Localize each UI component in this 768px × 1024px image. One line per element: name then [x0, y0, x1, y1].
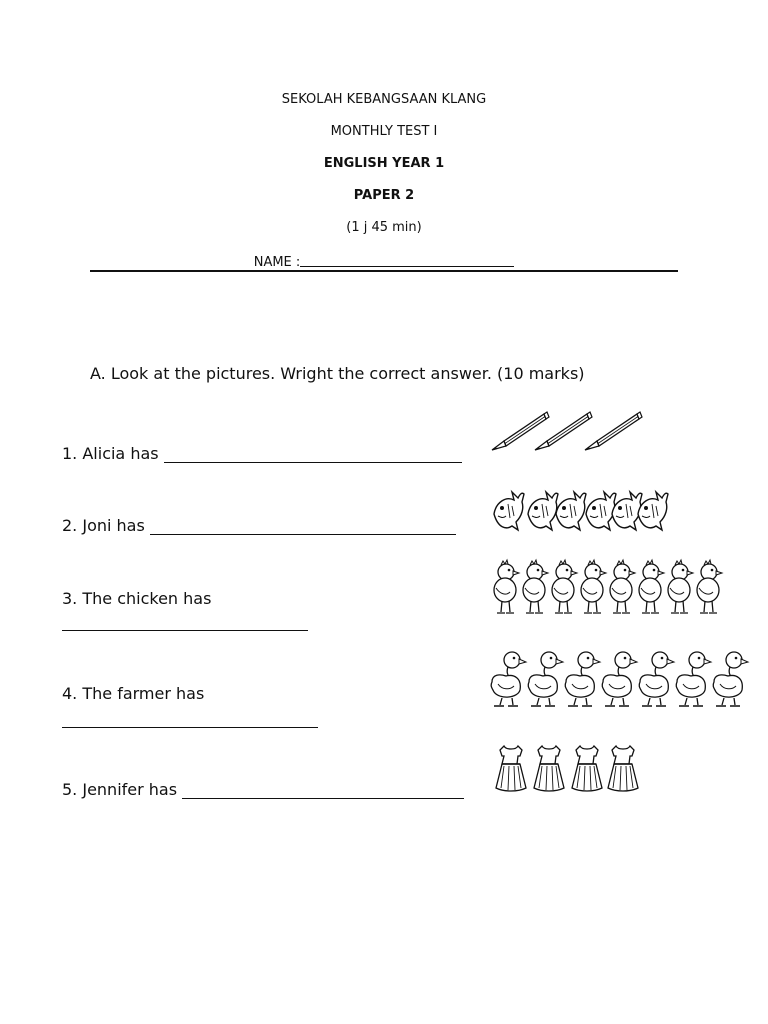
chick-icon	[610, 560, 635, 613]
question-1	[62, 444, 462, 463]
fish-icon	[638, 492, 668, 530]
fish-icon	[556, 492, 586, 530]
school-name: SEKOLAH KEBANGSAAN KLANG	[281, 92, 487, 107]
fish-icon	[528, 492, 558, 530]
question-4	[62, 684, 204, 703]
name-label: NAME :	[253, 255, 301, 270]
paper-title: PAPER 2	[353, 188, 415, 203]
answer-blank-4[interactable]	[62, 727, 318, 728]
duck-icon	[565, 652, 600, 706]
duck-icon	[528, 652, 563, 706]
duck-icon	[713, 652, 748, 706]
pencil-icon	[492, 412, 549, 450]
question-5	[62, 780, 464, 799]
answer-blank-2[interactable]	[150, 518, 456, 535]
pencils-picture	[490, 408, 645, 454]
chick-icon	[668, 560, 693, 613]
dress-icon	[608, 746, 638, 791]
fish-icon	[612, 492, 642, 530]
answer-blank-1[interactable]	[164, 446, 462, 463]
duck-icon	[639, 652, 674, 706]
dress-icon	[496, 746, 526, 791]
name-line	[90, 252, 678, 272]
fish-icon	[494, 492, 524, 530]
duration: (1 j 45 min)	[346, 220, 422, 235]
name-field[interactable]	[300, 252, 514, 267]
duck-icon	[491, 652, 526, 706]
pencil-icon	[585, 412, 642, 450]
ducks-picture	[490, 646, 756, 710]
chicks-picture	[492, 558, 732, 616]
section-instruction: A. Look at the pictures. Wright the correct answer. (10 marks)	[90, 364, 585, 383]
subject-title: ENGLISH YEAR 1	[323, 156, 445, 171]
answer-blank-5[interactable]	[182, 782, 464, 799]
fish-icon	[586, 492, 616, 530]
chick-icon	[697, 560, 722, 613]
chick-icon	[523, 560, 548, 613]
question-1-text: 1. Alicia has	[62, 444, 159, 463]
question-4-text: 4. The farmer has	[62, 684, 205, 703]
chick-icon	[639, 560, 664, 613]
chick-icon	[494, 560, 519, 613]
fish-picture	[490, 486, 672, 536]
duck-icon	[602, 652, 637, 706]
question-5-text: 5. Jennifer has	[62, 780, 178, 799]
question-3	[62, 589, 211, 608]
question-2	[62, 516, 456, 535]
question-2-text: 2. Joni has	[62, 516, 145, 535]
dress-icon	[572, 746, 602, 791]
duck-icon	[676, 652, 711, 706]
question-3-text: 3. The chicken has	[62, 589, 212, 608]
answer-blank-3[interactable]	[62, 630, 308, 631]
dress-icon	[534, 746, 564, 791]
chick-icon	[552, 560, 577, 613]
dresses-picture	[494, 742, 644, 794]
chick-icon	[581, 560, 606, 613]
test-title: MONTHLY TEST I	[330, 124, 438, 139]
